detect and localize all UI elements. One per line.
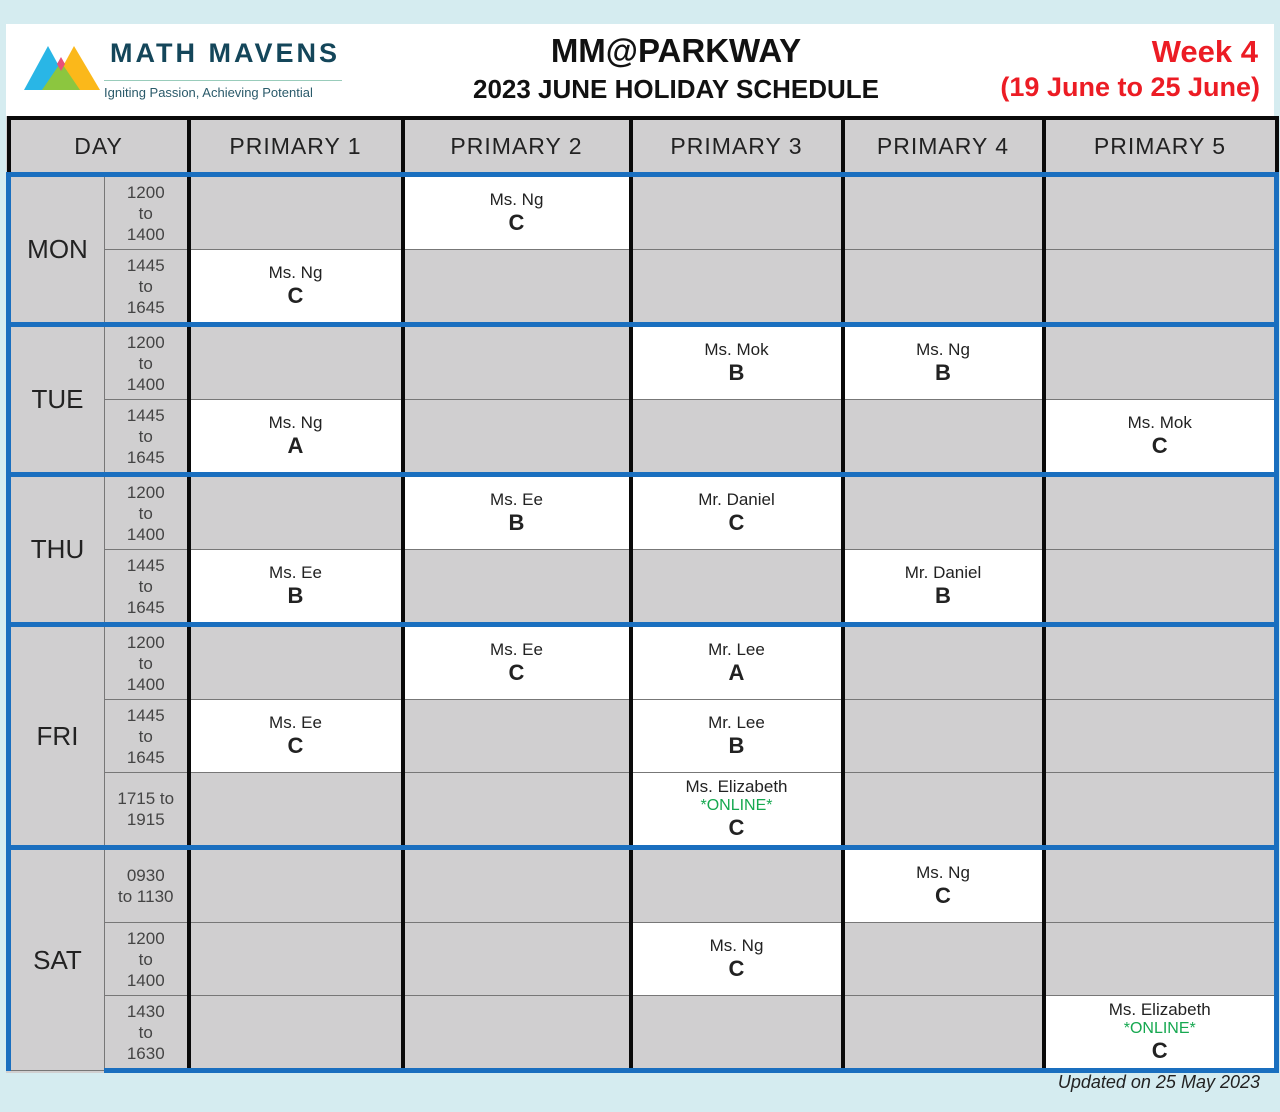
empty-cell [631,996,843,1071]
class-cell [843,550,1044,625]
teacher-name: Ms. Mok [1127,413,1192,432]
day-label: MON [9,175,105,325]
schedule-table [6,116,1279,1073]
empty-cell [189,773,403,848]
empty-cell [189,475,403,550]
schedule-row [9,625,1277,700]
time-slot: 1200 to 1400 [105,475,189,550]
schedule-row [9,250,1277,325]
class-cell [631,923,843,996]
teacher-name: Ms. Ee [269,563,322,582]
teacher-name: Ms. Ng [916,340,970,359]
page-title: MM@PARKWAY [550,32,802,69]
empty-cell [403,848,631,923]
class-cell [631,475,843,550]
teacher-name: Ms. Ng [709,936,764,955]
class-level: A [287,433,304,458]
empty-cell [189,325,403,400]
class-level: C [1151,433,1168,458]
day-label: FRI [9,625,105,848]
column-header: PRIMARY 1 [189,118,403,175]
empty-cell [403,700,631,773]
empty-cell [1044,475,1277,550]
empty-cell [843,773,1044,848]
empty-cell [843,400,1044,475]
time-slot: 1445 to 1645 [105,700,189,773]
updated-note: Updated on 25 May 2023 [1057,1072,1260,1092]
empty-cell [1044,550,1277,625]
teacher-name: Ms. Ng [489,190,544,209]
class-level: A [728,660,745,685]
class-cell [843,848,1044,923]
schedule-row [9,475,1277,550]
class-level: C [728,956,745,981]
class-cell [631,700,843,773]
teacher-name: Ms. Ee [490,640,543,659]
math-mavens-logo-icon [24,40,104,96]
class-level: C [508,210,525,235]
time-slot: 1445 to 1645 [105,550,189,625]
class-cell [189,400,403,475]
empty-cell [843,996,1044,1071]
empty-cell [843,923,1044,996]
time-slot: 1200 to 1400 [105,175,189,250]
class-cell [403,475,631,550]
time-slot: 0930 to 1130 [105,848,189,923]
class-level: B [728,360,745,385]
class-level: B [935,360,951,385]
time-slot: 1715 to 1915 [105,773,189,848]
class-cell [631,325,843,400]
time-slot: 1445 to 1645 [105,400,189,475]
empty-cell [1044,325,1277,400]
brand-tagline: Igniting Passion, Achieving Potential [104,80,342,100]
empty-cell [631,848,843,923]
empty-cell [631,400,843,475]
class-cell [1044,400,1277,475]
empty-cell [1044,700,1277,773]
column-header: PRIMARY 3 [631,118,843,175]
class-level: B [935,583,951,608]
schedule-row [9,996,1277,1071]
empty-cell [1044,625,1277,700]
schedule-row [9,550,1277,625]
empty-cell [189,923,403,996]
empty-cell [843,250,1044,325]
teacher-name: Ms. Mok [704,340,769,359]
class-level: C [287,283,304,308]
header-row [9,118,1277,175]
teacher-name: Ms. Ng [268,263,323,282]
page-subtitle: 2023 JUNE HOLIDAY SCHEDULE [472,74,880,104]
empty-cell [843,700,1044,773]
empty-cell [843,625,1044,700]
teacher-name: Mr. Daniel [698,490,775,509]
empty-cell [403,400,631,475]
schedule-row [9,700,1277,773]
time-slot: 1200 to 1400 [105,923,189,996]
online-tag: *ONLINE* [700,797,773,814]
empty-cell [189,996,403,1071]
week-range: (19 June to 25 June) [1000,72,1260,102]
empty-cell [403,550,631,625]
class-cell [631,773,843,848]
teacher-name: Ms. Elizabeth [1108,1000,1211,1019]
empty-cell [403,773,631,848]
empty-cell [1044,848,1277,923]
class-level: C [728,510,745,535]
class-cell [843,325,1044,400]
empty-cell [189,625,403,700]
class-cell [1044,996,1277,1071]
column-header: PRIMARY 4 [843,118,1044,175]
class-level: B [728,733,745,758]
week-label: Week 4 [1151,34,1258,69]
class-level: C [508,660,525,685]
empty-cell [631,175,843,250]
empty-cell [403,923,631,996]
empty-cell [189,175,403,250]
schedule-row [9,848,1277,923]
class-cell [631,625,843,700]
column-header: PRIMARY 2 [403,118,631,175]
schedule-row [9,400,1277,475]
teacher-name: Ms. Ng [916,863,970,882]
class-level: B [287,583,304,608]
day-label: THU [9,475,105,625]
teacher-name: Ms. Elizabeth [685,777,788,796]
class-cell [189,550,403,625]
teacher-name: Ms. Ee [269,713,322,732]
class-cell [189,700,403,773]
time-slot: 1430 to 1630 [105,996,189,1071]
empty-cell [403,250,631,325]
teacher-name: Mr. Lee [708,713,765,732]
empty-cell [1044,923,1277,996]
time-slot: 1200 to 1400 [105,625,189,700]
empty-cell [403,325,631,400]
class-cell [403,625,631,700]
schedule-row [9,175,1277,250]
empty-cell [1044,773,1277,848]
empty-cell [631,250,843,325]
online-tag: *ONLINE* [1123,1020,1196,1037]
day-label: SAT [9,848,105,1071]
column-header: DAY [9,118,189,175]
header [6,24,1274,116]
teacher-name: Ms. Ng [268,413,323,432]
time-slot: 1445 to 1645 [105,250,189,325]
empty-cell [1044,175,1277,250]
teacher-name: Ms. Ee [490,490,543,509]
class-cell [403,175,631,250]
time-slot: 1200 to 1400 [105,325,189,400]
empty-cell [843,475,1044,550]
schedule-row [9,923,1277,996]
column-header: PRIMARY 5 [1044,118,1277,175]
empty-cell [189,848,403,923]
class-level: C [728,815,745,840]
empty-cell [843,175,1044,250]
class-level: C [935,883,951,908]
empty-cell [631,550,843,625]
schedule-row [9,325,1277,400]
schedule-row [9,773,1277,848]
class-cell [189,250,403,325]
empty-cell [403,996,631,1071]
teacher-name: Mr. Lee [708,640,765,659]
day-label: TUE [9,325,105,475]
class-level: B [508,510,525,535]
class-level: C [287,733,304,758]
class-level: C [1151,1038,1168,1063]
brand-name: MATH MAVENS [110,38,340,68]
empty-cell [1044,250,1277,325]
teacher-name: Mr. Daniel [904,563,982,582]
